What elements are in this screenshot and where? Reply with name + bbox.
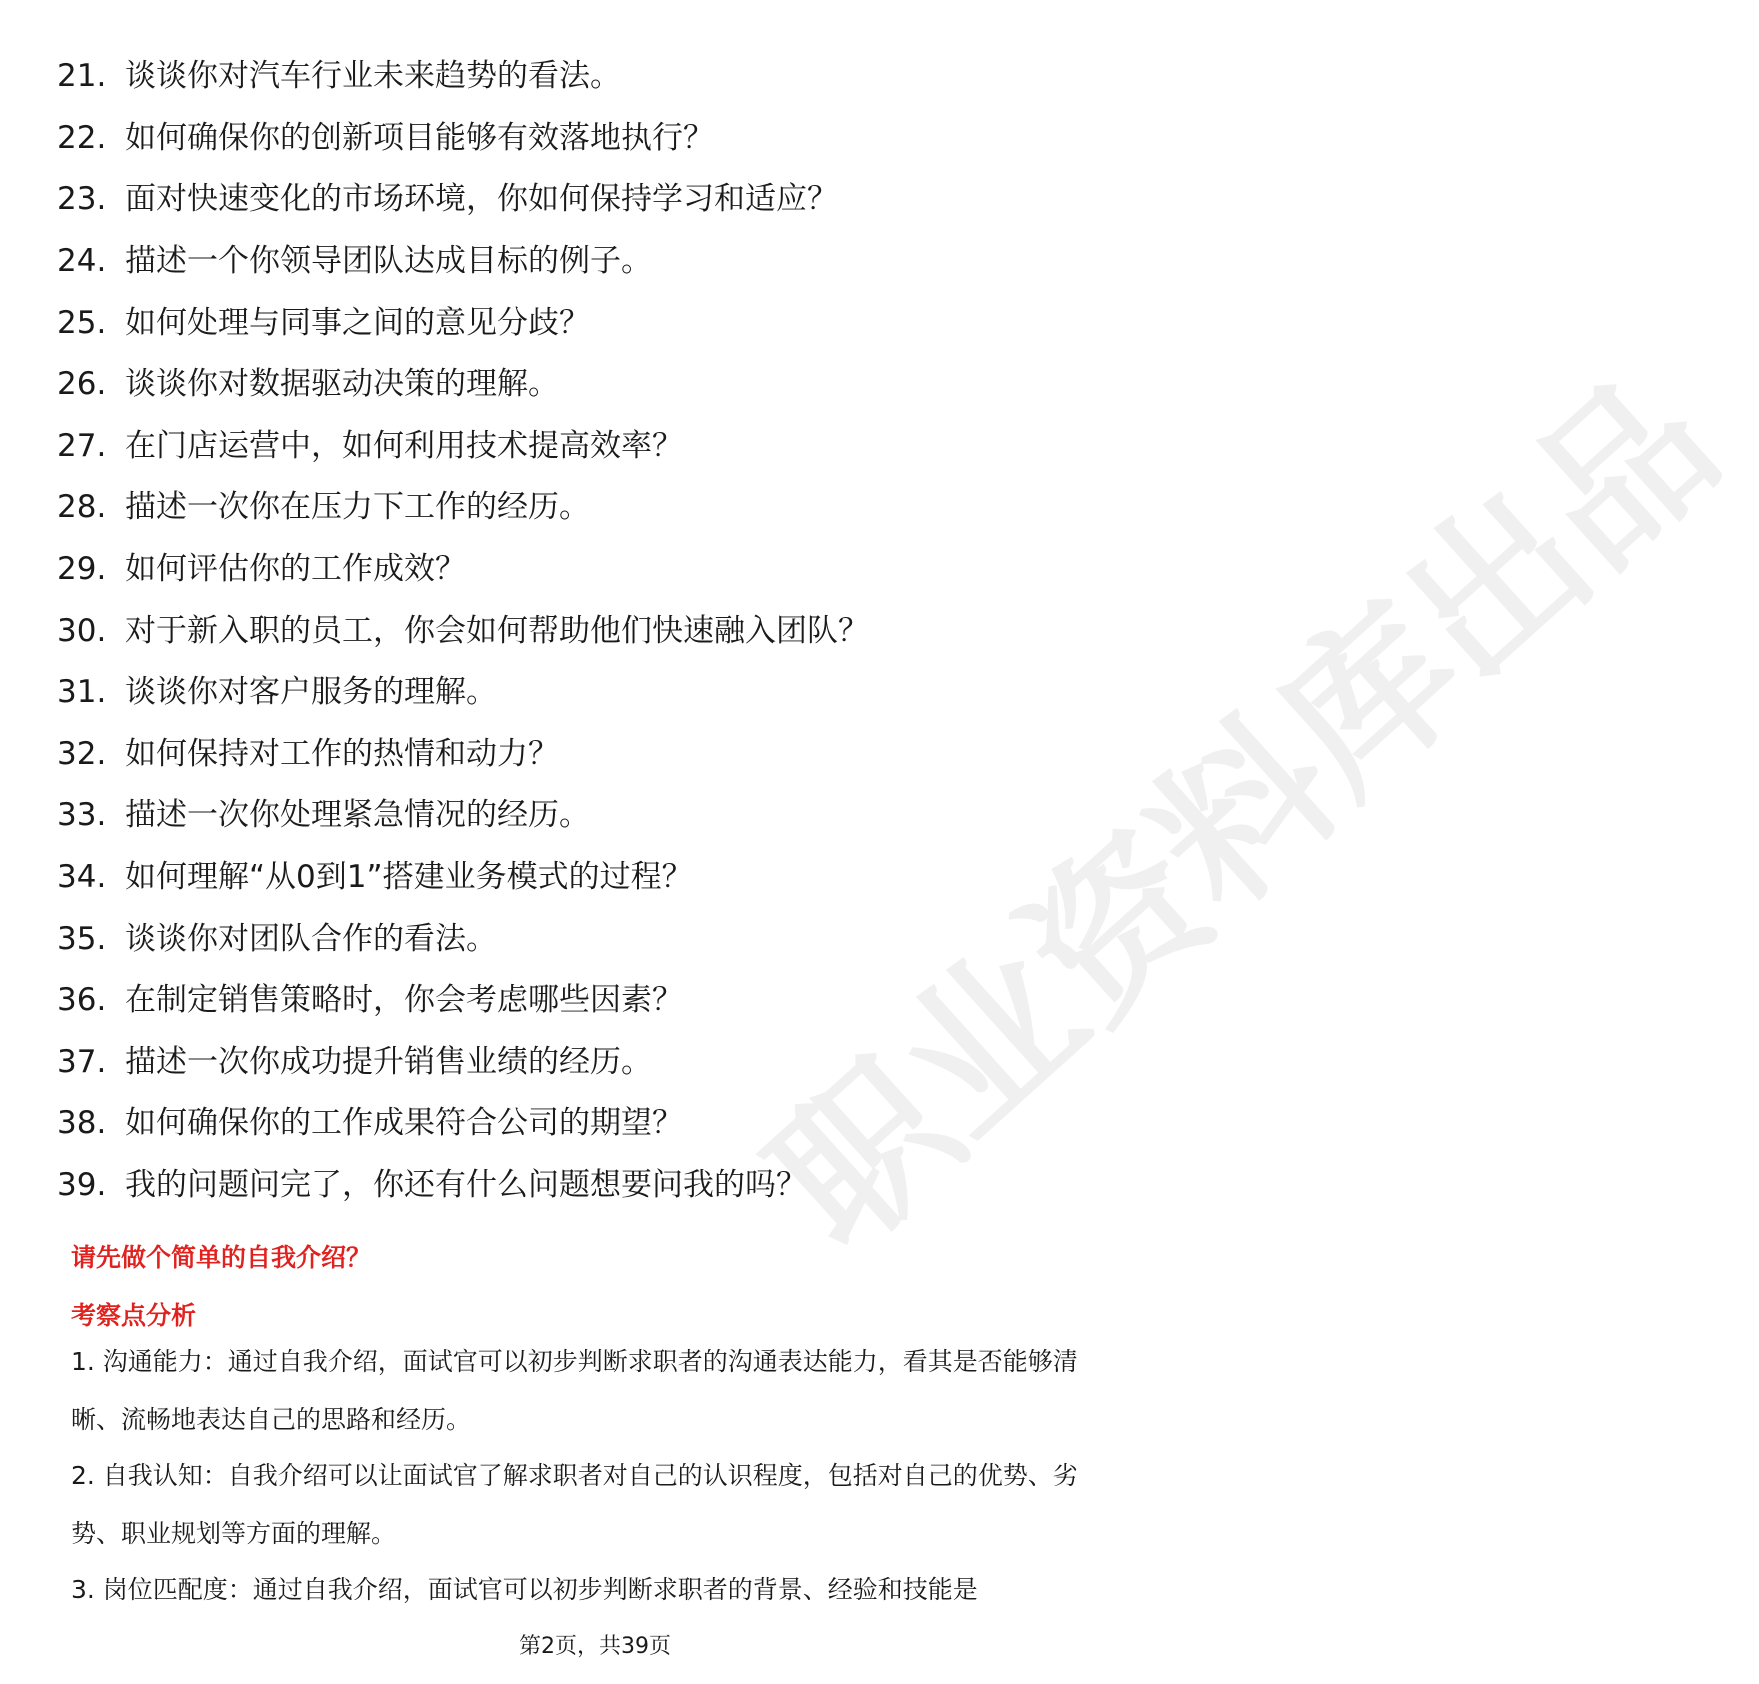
list-item: 21. 谈谈你对汽车行业未来趋势的看法。 — [57, 58, 621, 95]
list-item: 27. 在门店运营中，如何利用技术提高效率？ — [57, 427, 683, 464]
section-title: 请先做个简单的自我介绍？ — [71, 1243, 372, 1272]
question-list — [57, 46, 1137, 1216]
analysis-title: 考察点分析 — [71, 1301, 197, 1330]
list-item: 37. 描述一次你成功提升销售业绩的经历。 — [57, 1043, 652, 1080]
analysis-point: 2. 自我认知：自我介绍可以让面试官了解求职者对自己的认识程度，包括对自己的优势、劣势、职业规划等方面的理解。 — [71, 1461, 1078, 1548]
list-item: 39. 我的问题问完了，你还有什么问题想要问我的吗？ — [57, 1166, 807, 1203]
list-item: 34. 如何理解“从0到1”搭建业务模式的过程？ — [57, 859, 693, 896]
list-item: 31. 谈谈你对客户服务的理解。 — [57, 674, 497, 711]
list-item: 25. 如何处理与同事之间的意见分歧？ — [57, 304, 590, 341]
list-item: 26. 谈谈你对数据驱动决策的理解。 — [57, 366, 559, 403]
list-item: 29. 如何评估你的工作成效？ — [57, 551, 466, 588]
list-item: 36. 在制定销售策略时，你会考虑哪些因素？ — [57, 982, 683, 1019]
list-item: 30. 对于新入职的员工，你会如何帮助他们快速融入团队？ — [57, 612, 869, 649]
list-item: 35. 谈谈你对团队合作的看法。 — [57, 920, 497, 957]
list-item: 32. 如何保持对工作的热情和动力？ — [57, 735, 559, 772]
analysis-point: 1. 沟通能力：通过自我介绍，面试官可以初步判断求职者的沟通表达能力，看其是否能够清晰、流畅地表达自己的思路和经历。 — [71, 1347, 1078, 1434]
list-item: 33. 描述一次你处理紧急情况的经历。 — [57, 797, 590, 834]
page-footer: 第2页，共39页 — [519, 1634, 671, 1659]
analysis-point: 3. 岗位匹配度：通过自我介绍，面试官可以初步判断求职者的背景、经验和技能是 — [71, 1575, 978, 1604]
watermark: 职业资料库出品 — [736, 342, 1754, 1286]
list-item: 38. 如何确保你的工作成果符合公司的期望？ — [57, 1105, 683, 1142]
list-item: 23. 面对快速变化的市场环境，你如何保持学习和适应？ — [57, 181, 838, 218]
list-item: 28. 描述一次你在压力下工作的经历。 — [57, 489, 590, 526]
list-item: 24. 描述一个你领导团队达成目标的例子。 — [57, 243, 652, 280]
list-item: 22. 如何确保你的创新项目能够有效落地执行？ — [57, 119, 714, 156]
